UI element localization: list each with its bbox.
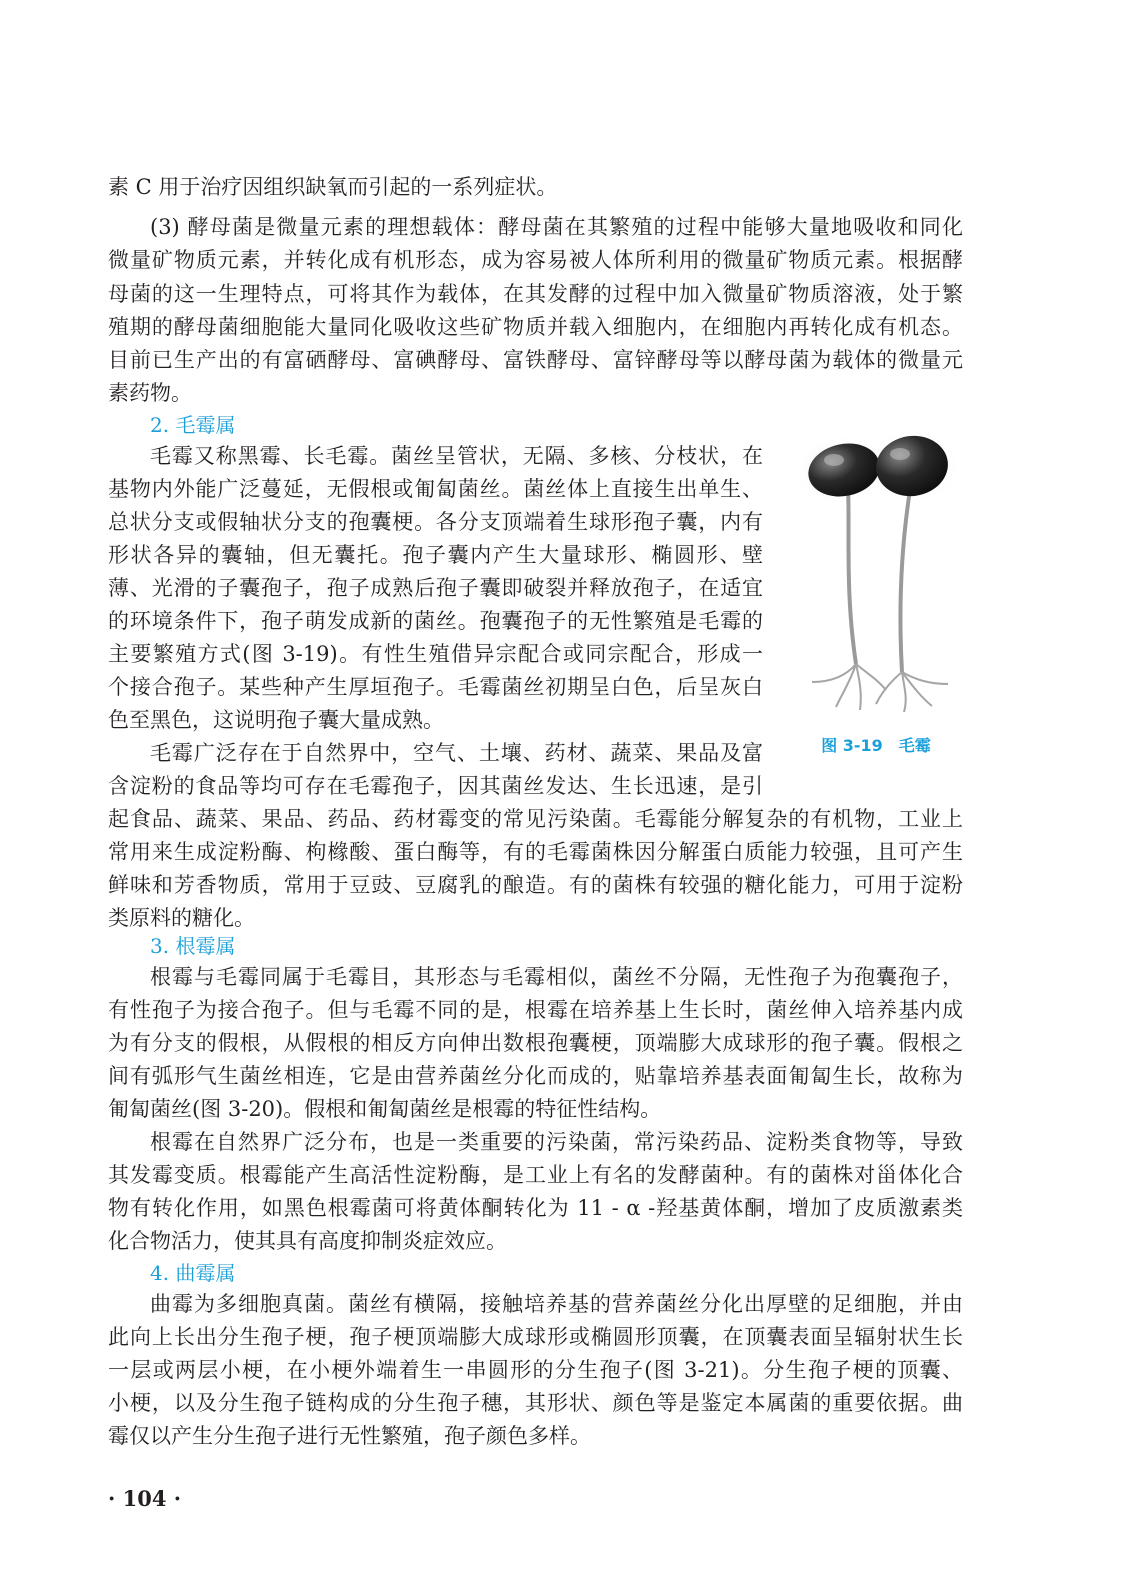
paragraph-line: 素 C 用于治疗因组织缺氧而引起的一系列症状。 — [108, 175, 558, 199]
paragraph-line: 形状各异的囊轴，但无囊托。孢子囊内产生大量球形、椭圆形、壁 — [108, 543, 763, 567]
paragraph-line: 根霉与毛霉同属于毛霉目，其形态与毛霉相似，菌丝不分隔，无性孢子为孢囊孢子， — [150, 965, 963, 989]
paragraph-line: 匍匐菌丝(图 3-20)。假根和匍匐菌丝是根霉的特征性结构。 — [108, 1097, 662, 1121]
paragraph-line: 殖期的酵母菌细胞能大量同化吸收这些矿物质并载入细胞内，在细胞内再转化成有机态。 — [108, 315, 963, 339]
paragraph-line: 起食品、蔬菜、果品、药品、药材霉变的常见污染菌。毛霉能分解复杂的有机物，工业上 — [108, 807, 963, 831]
paragraph-line: 的环境条件下，孢子萌发成新的菌丝。孢囊孢子的无性繁殖是毛霉的 — [108, 609, 763, 633]
paragraph-line: 类原料的糖化。 — [108, 906, 255, 930]
paragraph-line: 有性孢子为接合孢子。但与毛霉不同的是，根霉在培养基上生长时，菌丝伸入培养基内成 — [108, 998, 963, 1022]
paragraph-line: 小梗，以及分生孢子链构成的分生孢子穗，其形状、颜色等是鉴定本属菌的重要依据。曲 — [108, 1391, 963, 1415]
paragraph-line: 物有转化作用，如黑色根霉菌可将黄体酮转化为 11 - α -羟基黄体酮，增加了皮质激素类 — [108, 1196, 963, 1220]
section-heading-aspergillus: 4. 曲霉属 — [150, 1261, 236, 1285]
section-heading-mucor: 2. 毛霉属 — [150, 413, 236, 437]
paragraph-line: 个接合孢子。某些种产生厚垣孢子。毛霉菌丝初期呈白色，后呈灰白 — [108, 675, 763, 699]
paragraph-line: 色至黑色，这说明孢子囊大量成熟。 — [108, 708, 444, 732]
paragraph-line: 微量矿物质元素，并转化成有机形态，成为容易被人体所利用的微量矿物质元素。根据酵 — [108, 248, 963, 272]
figure-caption: 图 3-19 毛霉 — [821, 736, 931, 755]
paragraph-line: 总状分支或假轴状分支的孢囊梗。各分支顶端着生球形孢子囊，内有 — [108, 510, 763, 534]
paragraph-line: 主要繁殖方式(图 3-19)。有性生殖借异宗配合或同宗配合，形成一 — [108, 642, 763, 666]
paragraph-line: 其发霉变质。根霉能产生高活性淀粉酶，是工业上有名的发酵菌种。有的菌株对甾体化合 — [108, 1163, 963, 1187]
section-heading-rhizopus: 3. 根霉属 — [150, 934, 236, 958]
paragraph-line: 曲霉为多细胞真菌。菌丝有横隔，接触培养基的营养菌丝分化出厚壁的足细胞，并由 — [150, 1292, 963, 1316]
paragraph-line: 含淀粉的食品等均可存在毛霉孢子，因其菌丝发达、生长迅速，是引 — [108, 774, 763, 798]
paragraph-line: 薄、光滑的子囊孢子，孢子成熟后孢子囊即破裂并释放孢子，在适宜 — [108, 576, 763, 600]
paragraph-line: 毛霉又称黑霉、长毛霉。菌丝呈管状，无隔、多核、分枝状，在 — [150, 444, 763, 468]
paragraph-line: 目前已生产出的有富硒酵母、富碘酵母、富铁酵母、富锌酵母等以酵母菌为载体的微量元 — [108, 348, 963, 372]
paragraph-line: 霉仅以产生分生孢子进行无性繁殖，孢子颜色多样。 — [108, 1424, 591, 1448]
mucor-figure — [790, 432, 962, 722]
page-number: · 104 · — [108, 1486, 182, 1511]
paragraph-line: 间有弧形气生菌丝相连，它是由营养菌丝分化而成的，贴靠培养基表面匍匐生长，故称为 — [108, 1064, 963, 1088]
paragraph-line: 鲜味和芳香物质，常用于豆豉、豆腐乳的酿造。有的菌株有较强的糖化能力，可用于淀粉 — [108, 873, 963, 897]
paragraph-line: 常用来生成淀粉酶、枸橼酸、蛋白酶等，有的毛霉菌株因分解蛋白质能力较强，且可产生 — [108, 840, 963, 864]
paragraph-line: 母菌的这一生理特点，可将其作为载体，在其发酵的过程中加入微量矿物质溶液，处于繁 — [108, 282, 963, 306]
paragraph-line: 毛霉广泛存在于自然界中，空气、土壤、药材、蔬菜、果品及富 — [150, 741, 763, 765]
paragraph-line: 一层或两层小梗，在小梗外端着生一串圆形的分生孢子(图 3-21)。分生孢子梗的顶囊、 — [108, 1358, 963, 1382]
paragraph-line: 化合物活力，使其具有高度抑制炎症效应。 — [108, 1229, 507, 1253]
paragraph-line: 素药物。 — [108, 381, 192, 405]
paragraph-line: 基物内外能广泛蔓延，无假根或匍匐菌丝。菌丝体上直接生出单生、 — [108, 477, 763, 501]
paragraph-line: (3) 酵母菌是微量元素的理想载体：酵母菌在其繁殖的过程中能够大量地吸收和同化 — [150, 215, 963, 239]
paragraph-line: 此向上长出分生孢子梗，孢子梗顶端膨大成球形或椭圆形顶囊，在顶囊表面呈辐射状生长 — [108, 1325, 963, 1349]
paragraph-line: 为有分支的假根，从假根的相反方向伸出数根孢囊梗，顶端膨大成球形的孢子囊。假根之 — [108, 1031, 963, 1055]
paragraph-line: 根霉在自然界广泛分布，也是一类重要的污染菌，常污染药品、淀粉类食物等，导致 — [150, 1130, 963, 1154]
mucor-sporangium-icon — [790, 432, 962, 722]
